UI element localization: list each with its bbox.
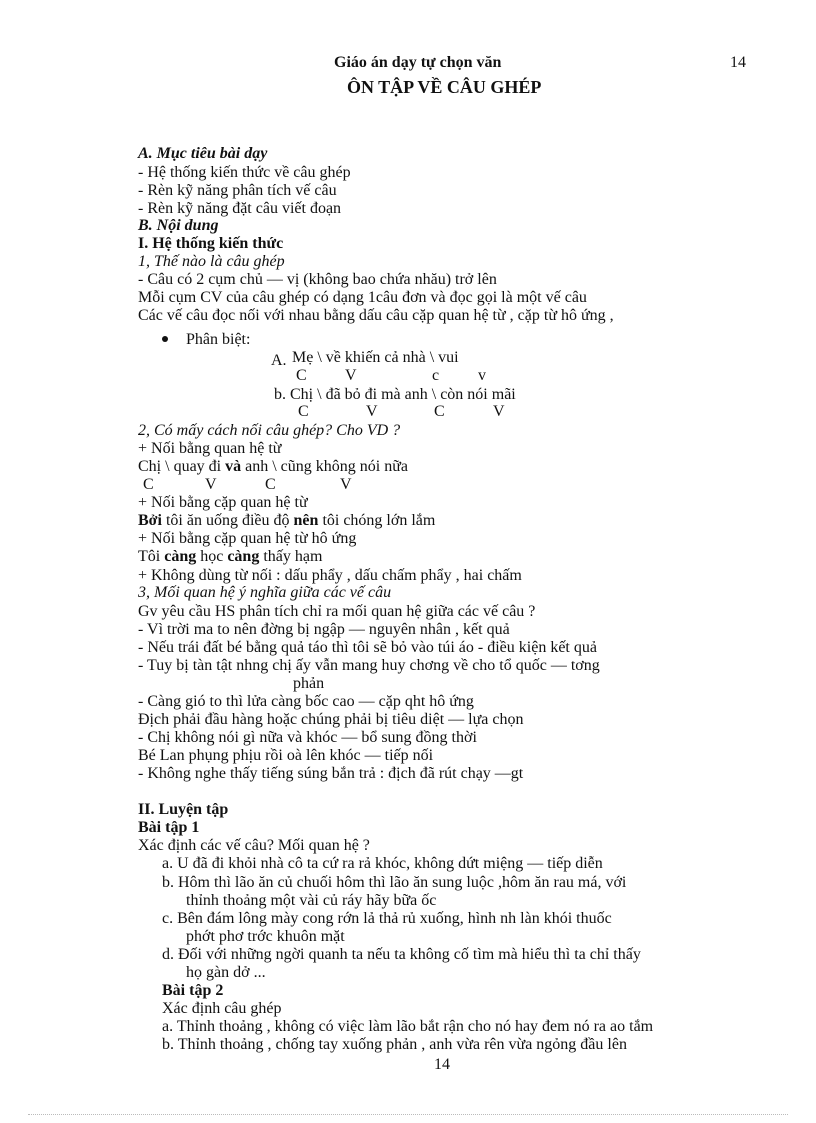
- method-example: [138, 512, 435, 530]
- example-text: Tôi: [138, 548, 165, 565]
- section-a-heading: A. Mục tiêu bài dạy: [138, 145, 268, 162]
- exercise-1-item: họ gàn dở ...: [186, 964, 266, 981]
- relation-line: - Vì trời ma to nên đờng bị ngập — nguyên nhân , kết quả: [138, 621, 510, 638]
- exercise-1-item: thỉnh thoảng một vài củ ráy hãy bữa ốc: [186, 892, 437, 909]
- relation-line: - Tuy bị tàn tật nhng chị ấy vẫn mang huy chơng về cho tổ quốc — tơng: [138, 657, 600, 674]
- example-connector: nên: [293, 512, 319, 529]
- footer-page-number: 14: [434, 1056, 450, 1073]
- exercise-1-item: b. Hôm thì lão ăn củ chuối hôm thì lão ăn sung luộc ,hôm ăn rau má, với: [162, 874, 627, 891]
- exercise-1-title: Bài tập 1: [138, 819, 200, 836]
- cv-marker: C: [434, 403, 445, 420]
- section-b-heading: B. Nội dung: [138, 217, 219, 234]
- relation-line: - Chị không nói gì nữa và khóc — bổ sung đồng thời: [138, 729, 477, 746]
- header-page-number: 14: [730, 54, 746, 71]
- doc-title: ÔN TẬP VỀ CÂU GHÉP: [347, 77, 542, 97]
- example-b-sentence: b. Chị \ đã bỏ đi mà anh \ còn nói mãi: [274, 386, 516, 403]
- method-line: + Không dùng từ nối : dấu phẩy , dấu chấm phẩy , hai chấm: [138, 567, 522, 584]
- relation-line: - Càng gió to thì lửa càng bốc cao — cặp qht hô ứng: [138, 693, 474, 710]
- method-example: [138, 458, 408, 476]
- example-text: anh \ cũng không nói nữa: [241, 458, 408, 475]
- part2-heading: II. Luyện tập: [138, 801, 229, 818]
- example-text: thấy hạm: [259, 548, 323, 565]
- part1-sub1: 1, Thế nào là câu ghép: [138, 253, 285, 270]
- example-text: học: [196, 548, 228, 565]
- relation-line: phản: [293, 675, 325, 692]
- cv-marker: C: [296, 367, 307, 384]
- cv-marker: V: [340, 476, 352, 493]
- method-line: + Nối bằng cặp quan hệ từ hô ứng: [138, 530, 357, 547]
- part1-sub2: 2, Có mấy cách nối câu ghép? Cho VD ?: [138, 422, 401, 439]
- example-a-sentence: Mẹ \ về khiến cả nhà \ vui: [292, 349, 459, 366]
- exercise-2-item: b. Thỉnh thoảng , chống tay xuống phản , anh vừa rên vừa ngỏng đầu lên: [162, 1036, 627, 1053]
- section-a-item: - Rèn kỹ năng phân tích vế câu: [138, 182, 337, 199]
- section-a-item: - Hệ thống kiến thức về câu ghép: [138, 164, 351, 181]
- example-text: tôi ăn uống điều độ: [161, 512, 294, 529]
- cv-marker: V: [493, 403, 505, 420]
- section-a-item: - Rèn kỹ năng đặt câu viết đoạn: [138, 200, 342, 217]
- relation-line: Bé Lan phụng phịu rồi oà lên khóc — tiếp nối: [138, 747, 434, 764]
- relation-line: - Không nghe thấy tiếng súng bắn trả : địch đã rút chạy —gt: [138, 765, 524, 782]
- example-connector: càng: [164, 548, 197, 565]
- part1-heading: I. Hệ thống kiến thức: [138, 235, 284, 252]
- part1-line: Các vế câu đọc nối với nhau bằng dấu câu cặp quan hệ từ , cặp từ hô ứng ,: [138, 307, 614, 324]
- method-line: + Nối bằng quan hệ từ: [138, 440, 282, 457]
- part1-line: Mỗi cụm CV của câu ghép có dạng 1câu đơn và đọc gọi là một vế câu: [138, 289, 587, 306]
- cv-marker: C: [143, 476, 154, 493]
- example-connector: càng: [227, 548, 260, 565]
- cv-marker: V: [366, 403, 378, 420]
- exercise-1-prompt: Xác định các vế câu? Mối quan hệ ?: [138, 837, 370, 854]
- example-text: tôi chóng lớn lắm: [318, 512, 436, 529]
- phan-biet-label: Phân biệt:: [186, 331, 251, 348]
- bullet-dot-icon: [162, 336, 168, 342]
- part1-sub3: 3, Mối quan hệ ý nghĩa giữa các vế câu: [138, 584, 392, 601]
- exercise-2-item: a. Thỉnh thoảng , không có việc làm lão bắt rận cho nó hay đem nó ra ao tắm: [162, 1018, 654, 1035]
- cv-marker: C: [265, 476, 276, 493]
- cv-marker: v: [478, 367, 486, 384]
- cv-marker: C: [298, 403, 309, 420]
- relation-line: Gv yêu cầu HS phân tích chỉ ra mối quan hệ giữa các vế câu ?: [138, 603, 536, 620]
- example-a-label: A.: [271, 352, 287, 369]
- page-bottom-divider: [28, 1114, 788, 1115]
- cv-marker: V: [205, 476, 217, 493]
- exercise-1-item: d. Đối với những ngời quanh ta nếu ta không cố tìm mà hiểu thì ta chỉ thấy: [162, 946, 641, 963]
- example-text: Chị \ quay đi: [138, 458, 226, 475]
- exercise-1-item: phớt phơ trớc khuôn mặt: [186, 928, 345, 945]
- part1-line: - Câu có 2 cụm chủ — vị (không bao chứa nhău) trở lên: [138, 271, 497, 288]
- method-line: + Nối bằng cặp quan hệ từ: [138, 494, 308, 511]
- relation-line: Địch phải đầu hàng hoặc chúng phải bị tiêu diệt — lựa chọn: [138, 711, 524, 728]
- example-connector: và: [225, 458, 242, 475]
- exercise-1-item: a. U đã đi khỏi nhà cô ta cứ ra rả khóc, không dứt miệng — tiếp diễn: [162, 855, 603, 872]
- relation-line: - Nếu trái đất bé bằng quả táo thì tôi sẽ bỏ vào túi áo - điều kiện kết quả: [138, 639, 597, 656]
- exercise-1-item: c. Bên đám lông mày cong rớn lả thả rủ xuống, hình nh làn khói thuốc: [162, 910, 612, 927]
- header-title: Giáo án dạy tự chọn văn: [334, 54, 502, 71]
- method-example: [138, 548, 322, 566]
- exercise-2-title: Bài tập 2: [162, 982, 224, 999]
- exercise-2-prompt: Xác định câu ghép: [162, 1000, 282, 1017]
- cv-marker: c: [432, 367, 440, 384]
- example-connector: Bởi: [138, 512, 162, 529]
- cv-marker: V: [345, 367, 357, 384]
